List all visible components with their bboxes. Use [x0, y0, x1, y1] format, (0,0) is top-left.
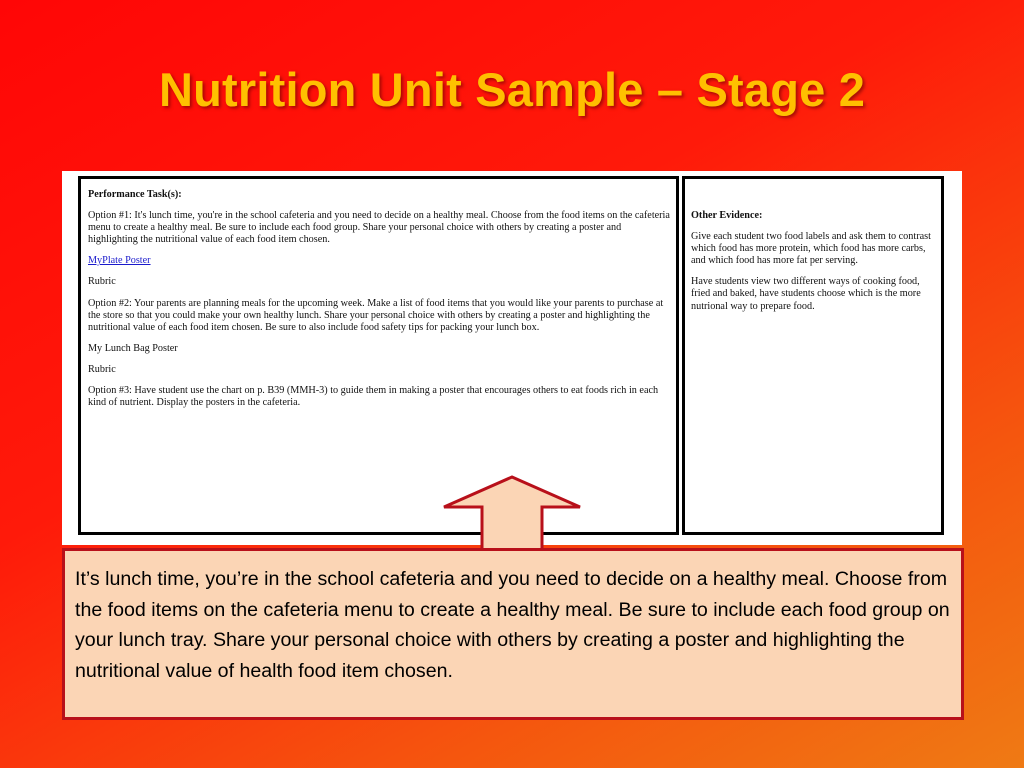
- slide-title: Nutrition Unit Sample – Stage 2: [158, 63, 866, 116]
- myplate-poster-link[interactable]: MyPlate Poster: [88, 255, 151, 267]
- performance-tasks-box: [78, 176, 679, 535]
- other-evidence-para-1: Give each student two food labels and ask them to contrast which food has more protein, which food has more carbs, and which food has more fat per serving.: [691, 231, 931, 267]
- performance-tasks-heading: Performance Task(s):: [88, 189, 182, 200]
- rubric-1-text: Rubric: [88, 276, 116, 288]
- callout-text: It’s lunch time, you’re in the school cafeteria and you need to decide on a healthy meal. Choose from the food items on the cafeteria menu to create a healthy meal. Be sure to include each food group on your lunch tray. Share your personal choice with others by creating a poster and highlighting the nutritional value of health food item chosen.: [75, 568, 950, 682]
- lunch-bag-poster-text: My Lunch Bag Poster: [88, 342, 178, 354]
- option-3-text: Option #3: Have student use the chart on p. B39 (MMH-3) to guide them in making a poster that encourages others to eat foods rich in each kind of nutrient. Display the posters in the cafeteria.: [88, 385, 659, 409]
- option-2-text: Option #2: Your parents are planning meals for the upcoming week. Make a list of food items that you would like your parents to purchase at the store so that you could make your own healthy lunch. Share your personal choice with others by creating a poster and highlighting the nutritional value of each food item chosen. Be sure to also include food safety tips for packing your lunch box.: [88, 297, 664, 333]
- option-1-text: Option #1: It's lunch time, you're in the school cafeteria and you need to decide on a healthy meal. Choose from the food items on the cafeteria menu to create a healthy meal. Be sure to include each food group. Share your personal choice with others by creating a poster and highlighting the nutritional value of each food item chosen.: [88, 210, 670, 246]
- rubric-2-text: Rubric: [88, 363, 116, 375]
- up-arrow-icon: [440, 474, 584, 556]
- other-evidence-para-2: Have students view two different ways of cooking food, fried and baked, have students choose which is the more nutrional way to prepare food.: [691, 276, 921, 312]
- callout-box: [62, 548, 964, 720]
- other-evidence-box: [682, 176, 944, 535]
- other-evidence-heading: Other Evidence:: [691, 210, 763, 221]
